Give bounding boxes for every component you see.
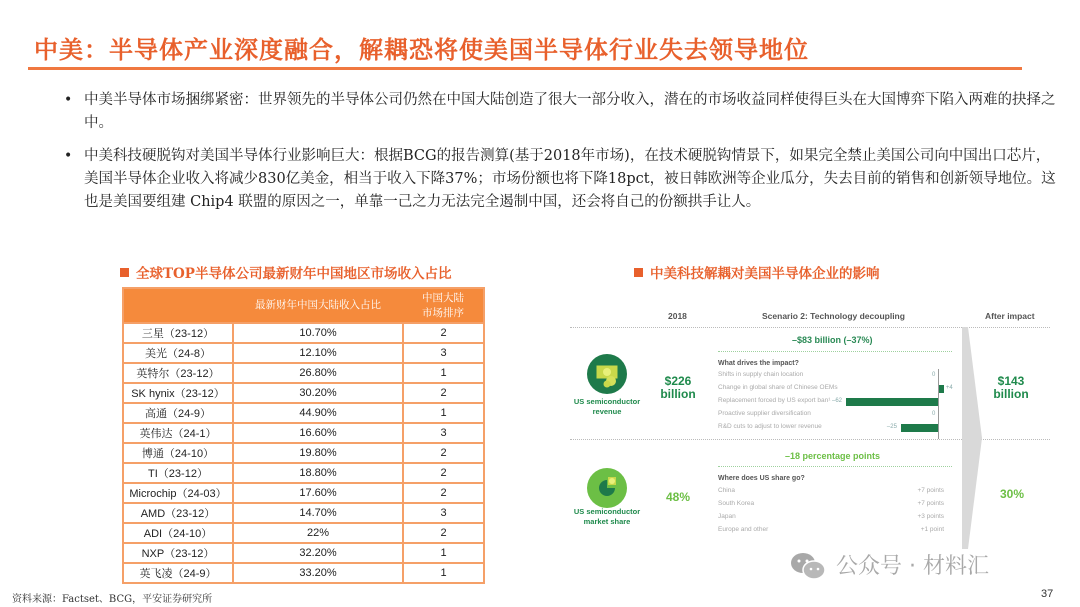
share-destination-label: Japan [718,513,736,520]
table-cell-company: ADI（24-10） [123,523,233,543]
right-section-heading-text: 中美科技解耦对美国半导体企业的影响 [650,266,880,282]
table-cell-company: 三星（23-12） [123,323,233,343]
share-destination-label: Europe and other [718,526,769,533]
table-cell-rank: 3 [403,503,484,523]
table-cell-share: 14.70% [233,503,403,523]
driver-bar [846,398,938,406]
driver-value: +4 [945,385,953,391]
col-head-after: After impact [985,311,1035,321]
revenue-before-value: $226 [664,374,692,388]
share-destinations-title: Where does US share go? [718,475,805,482]
table-cell-rank: 2 [403,483,484,503]
table-cell-rank: 3 [403,423,484,443]
table-row [123,543,484,563]
table-row [123,563,484,583]
table-cell-company: 美光（24-8） [123,343,233,363]
divider [718,466,952,467]
driver-value: –62 [832,398,843,404]
table-cell-share: 26.80% [233,363,403,383]
arrow-right-icon [962,327,982,549]
table-cell-company: 英伟达（24-1） [123,423,233,443]
table-cell-rank: 1 [403,403,484,423]
table-cell-share: 32.20% [233,543,403,563]
revenue-before [650,375,706,401]
page-number: 37 [1041,588,1054,600]
table-row [123,403,484,423]
table-cell-rank: 1 [403,543,484,563]
driver-label: Change in global share of Chinese OEMs [718,384,838,391]
share-label-line1: US semiconductor [573,507,641,516]
driver-value: –25 [886,424,897,430]
revenue-after-value: $143 [997,374,1025,388]
table-cell-share: 33.20% [233,563,403,583]
table-cell-rank: 3 [403,343,484,363]
table-cell-company: Microchip（24-03） [123,483,233,503]
wechat-icon [790,552,826,578]
revenue-after [985,375,1037,401]
share-delta: –18 percentage points [785,451,881,461]
left-section-heading [120,262,451,282]
share-destination-value: +7 points [917,500,944,507]
table-cell-share: 44.90% [233,403,403,423]
drivers-title: What drives the impact? [718,360,799,367]
share-destination-value: +1 point [920,526,944,533]
table-cell-company: 英特尔（23-12） [123,363,233,383]
table-cell-rank: 2 [403,383,484,403]
col-head-2018: 2018 [668,311,687,321]
table-cell-share: 22% [233,523,403,543]
table-row [123,503,484,523]
table-cell-company: AMD（23-12） [123,503,233,523]
share-destination-value: +7 points [917,487,944,494]
right-section-heading [634,262,880,282]
watermark-text: 公众号 · 材料汇 [836,554,989,579]
table-row [123,383,484,403]
table-cell-share: 18.80% [233,463,403,483]
driver-value: 0 [932,372,936,378]
table-cell-share: 30.20% [233,383,403,403]
pie-chart-icon [587,468,627,508]
share-destination-label: China [718,487,735,494]
driver-label: R&D cuts to adjust to lower revenue [718,423,822,430]
page-title: 中美：半导体产业深度融合，解耦恐将使美国半导体行业失去领导地位 [34,35,809,64]
table-row [123,523,484,543]
money-icon [587,354,627,394]
revenue-delta: –$83 billion (–37%) [792,335,873,345]
table-row [123,363,484,383]
bullet-list [64,89,1064,224]
table-cell-company: SK hynix（23-12） [123,383,233,403]
table-cell-share: 12.10% [233,343,403,363]
table-cell-rank: 1 [403,563,484,583]
left-section-heading-text: 全球TOP半导体公司最新财年中国地区市场收入占比 [136,266,452,282]
revenue-before-unit: billion [660,387,696,401]
bullet-item: • 中美半导体市场捆绑紧密：世界领先的半导体公司仍然在中国大陆创造了很大一部分收入，潜在的市场收益同样使得巨头在大国博弈下陷入两难的抉择之中。 [64,89,1064,135]
table-cell-rank: 2 [403,463,484,483]
china-revenue-table [122,287,485,584]
table-cell-company: 高通（24-9） [123,403,233,423]
revenue-label-line1: US semiconductor [573,397,641,406]
table-cell-share: 10.70% [233,323,403,343]
table-cell-rank: 2 [403,523,484,543]
table-cell-rank: 2 [403,323,484,343]
table-row [123,323,484,343]
bar-axis [938,369,939,439]
share-after: 30% [999,487,1025,501]
table-cell-company: NXP（23-12） [123,543,233,563]
revenue-label-line2: revenue [592,407,622,416]
table-header-share: 最新财年中国大陆收入占比 [233,288,403,323]
share-label-line2: market share [583,517,631,526]
table-row [123,483,484,503]
bullet-item: • 中美科技硬脱钩对美国半导体行业影响巨大：根据BCG的报告测算(基于2018年市场)，在技术硬脱钩情景下，如果完全禁止美国公司向中国出口芯片，美国半导体企业收入将减少830亿美金，相当于收入下降37%；市场份额也将下降18pct，被日韩欧洲等企业瓜分，失去目前的销售和创新领导地位。这也是美国要组建 Chip4 联盟的原因之一，单靠一己之力无法完全遏制中国，还会将自己的份额拱手让人。 [64,145,1064,214]
share-label [570,507,644,527]
col-head-scenario: Scenario 2: Technology decoupling [762,311,905,321]
table-header-rank-line2: 市场排序 [422,306,464,319]
table-cell-rank: 1 [403,363,484,383]
table-row [123,443,484,463]
table-row [123,343,484,363]
table-cell-share: 16.60% [233,423,403,443]
table-row [123,463,484,483]
driver-label: Proactive supplier diversification [718,410,811,417]
watermark [790,549,989,580]
table-cell-share: 17.60% [233,483,403,503]
share-before: 48% [665,490,691,504]
table-cell-share: 19.80% [233,443,403,463]
bcg-decoupling-chart [570,305,1065,550]
revenue-label [570,397,644,417]
table-header-rank-line1: 中国大陆 [422,291,464,304]
table-cell-company: 博通（24-10） [123,443,233,463]
table-cell-company: TI（23-12） [123,463,233,483]
driver-label: Shifts in supply chain location [718,371,804,378]
title-divider [28,67,1022,70]
table-header-rank [403,288,484,323]
share-destination-label: South Korea [718,500,755,507]
table-cell-rank: 2 [403,443,484,463]
square-bullet-icon [634,268,643,277]
table-row [123,423,484,443]
table-cell-company: 英飞凌（24-9） [123,563,233,583]
source-note: 资料来源：Factset、BCG，平安证券研究所 [12,594,213,605]
driver-value: 0 [932,411,936,417]
share-destination-value: +3 points [917,513,944,520]
revenue-after-unit: billion [993,387,1029,401]
divider [718,351,952,352]
square-bullet-icon [120,268,129,277]
table-header-row [123,288,484,323]
driver-bar [901,424,938,432]
driver-label: Replacement forced by US export ban¹ [718,397,831,404]
table-header-company [123,288,233,323]
